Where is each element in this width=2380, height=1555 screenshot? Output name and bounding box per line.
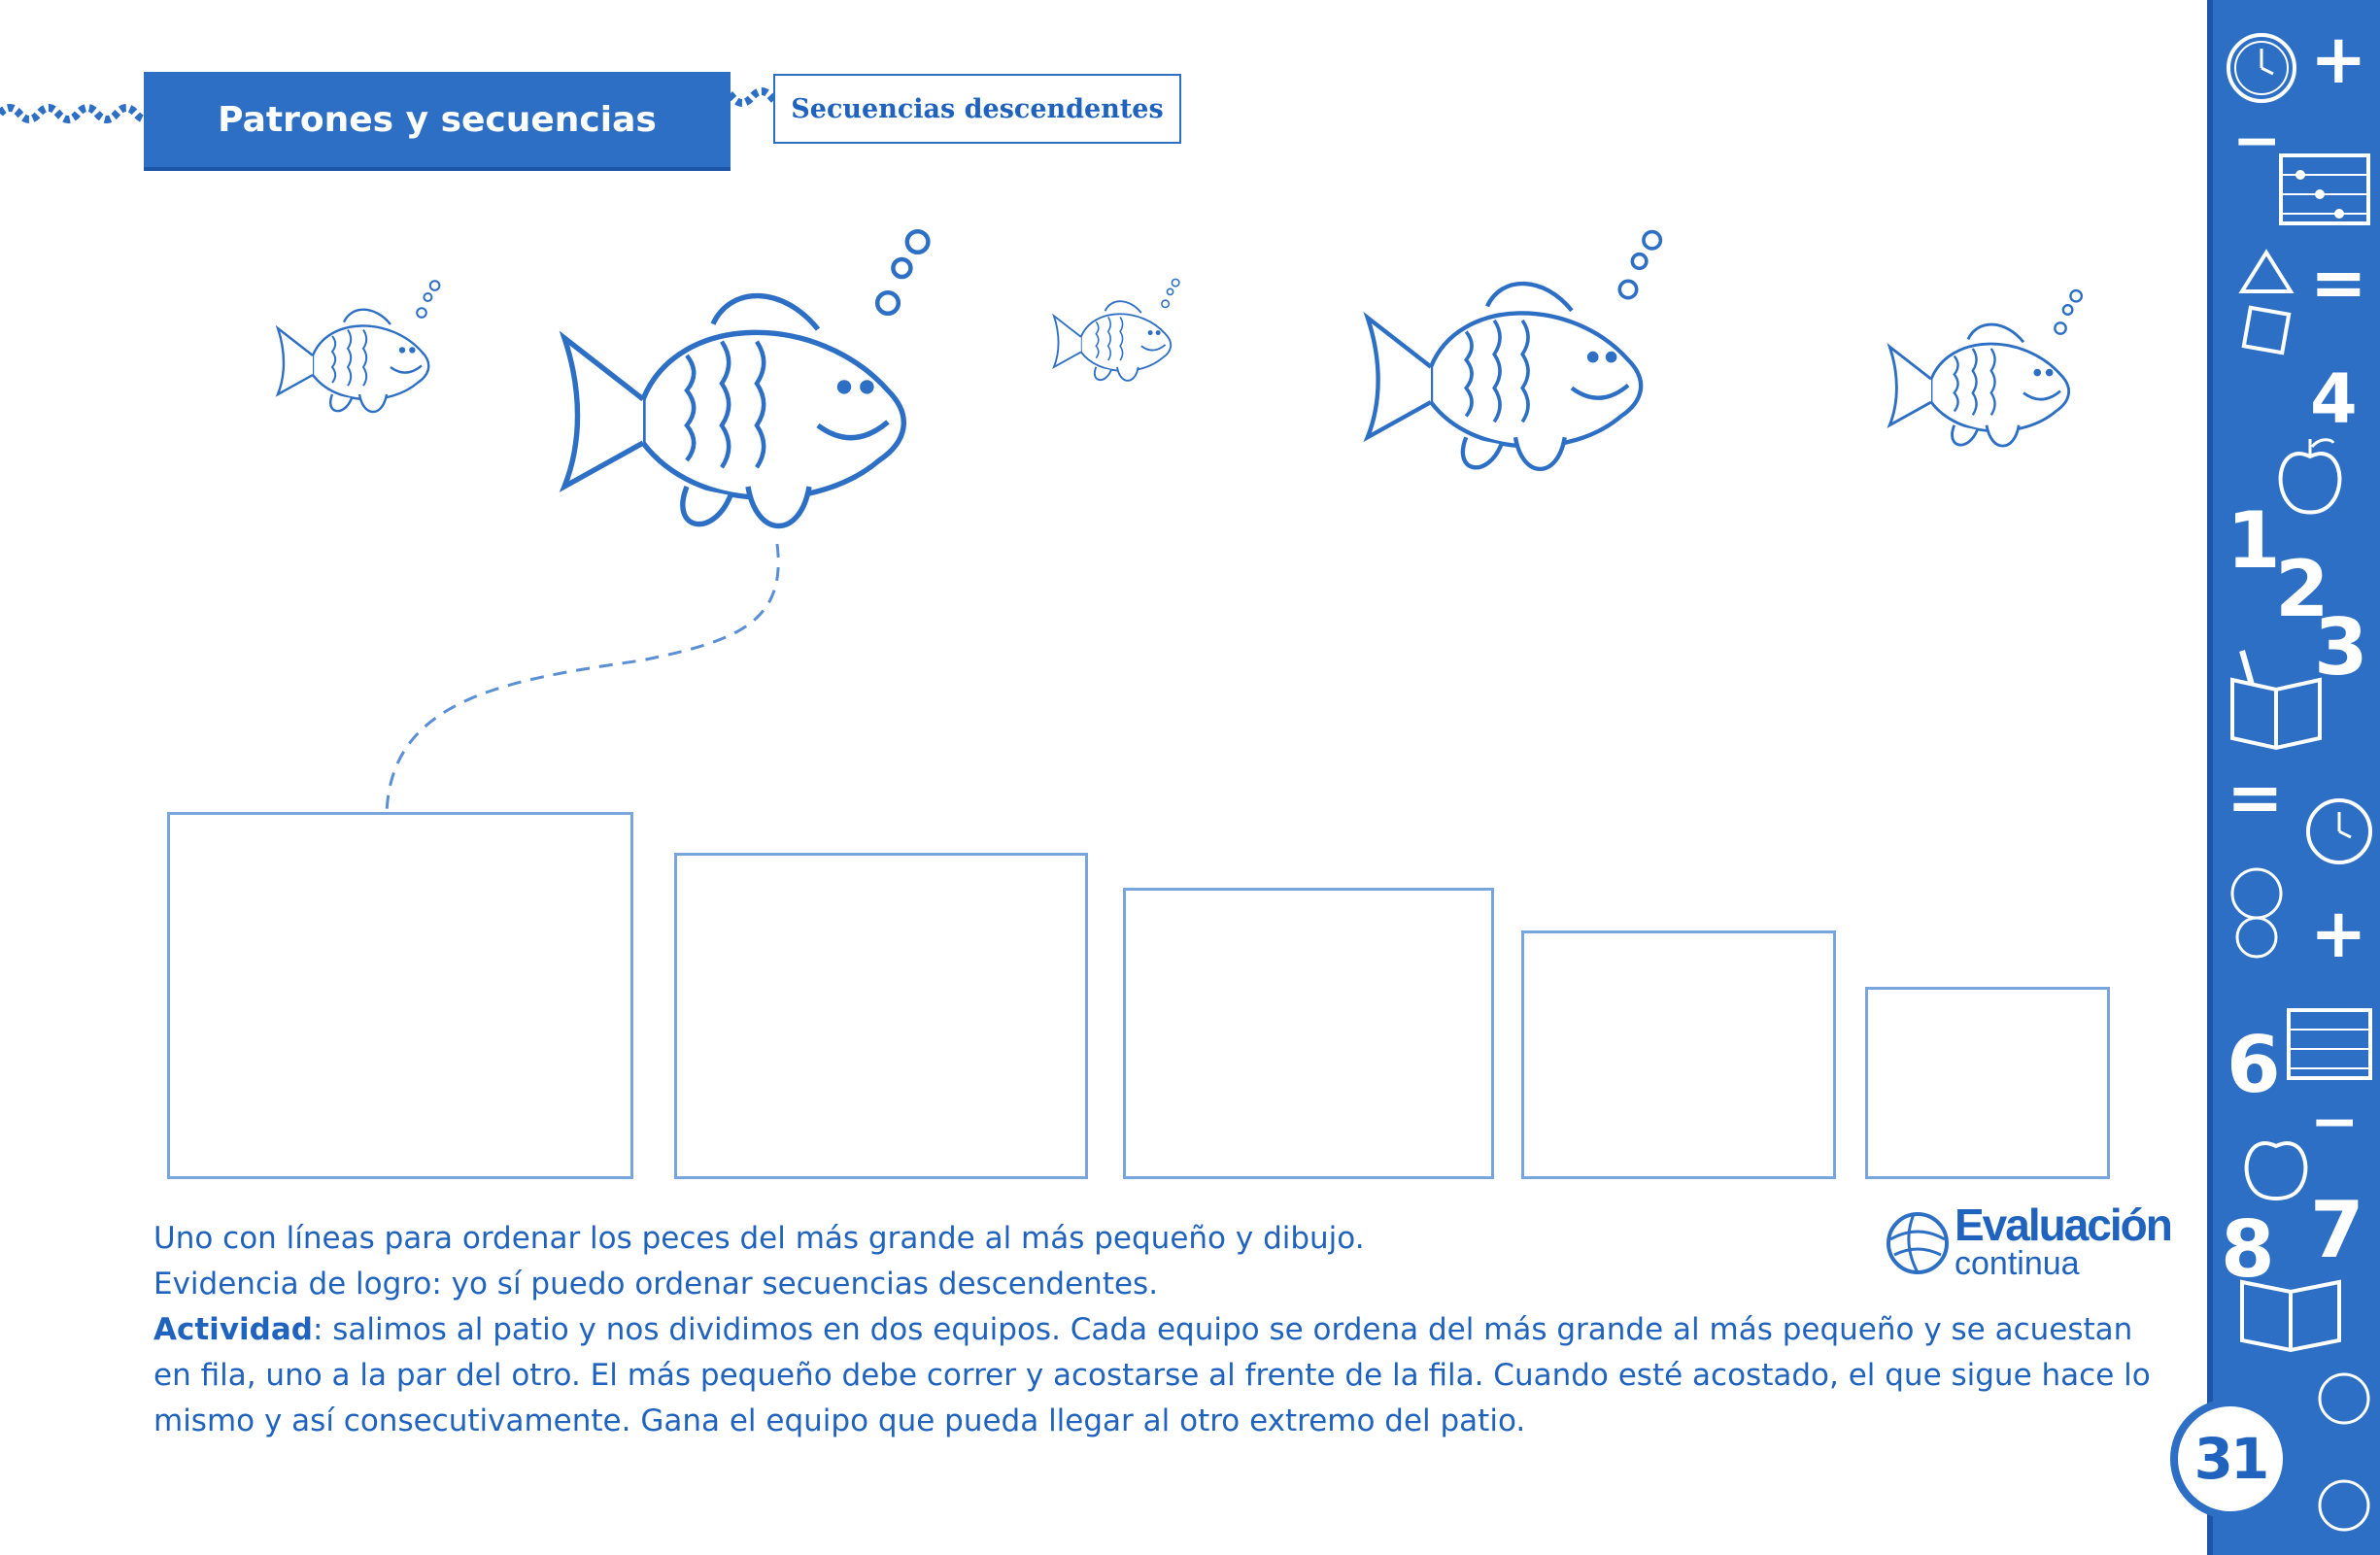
fish-icon bbox=[1889, 290, 2082, 446]
sidebar-glyph: 4 bbox=[2310, 359, 2358, 439]
page-number: 31 bbox=[2170, 1399, 2291, 1519]
evidence-line: Evidencia de logro: yo sí puedo ordenar secuencias descendentes. bbox=[153, 1267, 1159, 1301]
answer-box-3[interactable] bbox=[1123, 888, 1494, 1179]
instructions bbox=[153, 1216, 2174, 1444]
section-title: Patrones y secuencias bbox=[144, 72, 731, 171]
book-icon bbox=[2223, 641, 2329, 758]
answer-box-1[interactable] bbox=[167, 812, 633, 1179]
sidebar-glyph: = bbox=[2227, 758, 2284, 837]
clock-icon bbox=[2300, 777, 2378, 874]
sidebar-glyph: 2 bbox=[2275, 544, 2329, 634]
book-icon bbox=[2232, 1253, 2349, 1360]
sidebar-glyph: 1 bbox=[2227, 495, 2281, 586]
decorative-sidebar bbox=[2207, 0, 2380, 1555]
answer-box-2[interactable] bbox=[674, 853, 1088, 1179]
apple-icon bbox=[2310, 1360, 2378, 1544]
sidebar-glyph: = bbox=[2310, 243, 2367, 322]
sidebar-glyph: 6 bbox=[2227, 1020, 2281, 1110]
apple-icon bbox=[2232, 1127, 2320, 1204]
badge-title: Evaluación bbox=[1955, 1200, 2171, 1250]
answer-box-4[interactable] bbox=[1521, 930, 1836, 1179]
sidebar-glyph: − bbox=[2310, 1088, 2360, 1156]
activity-text: : salimos al patio y nos dividimos en dos equipos. Cada equipo se ordena del más grande al más pequeño y se acuestan en fila, uno a la par del otro. El más pequeño debe correr y acostarse al frente de la fila. Cuando esté acostado, el que sigue hace lo mismo y así consecutivamente. Gana el equipo que pueda llegar al otro extremo del patio. bbox=[153, 1312, 2151, 1438]
section-subtitle: Secuencias descendentes bbox=[773, 74, 1181, 144]
activity-label: Actividad bbox=[153, 1312, 313, 1347]
fish-art bbox=[0, 0, 2195, 835]
fish-icon bbox=[1368, 232, 1661, 469]
activity-paragraph bbox=[153, 1307, 2174, 1444]
sidebar-glyph: 3 bbox=[2314, 602, 2368, 693]
shapes-icon bbox=[2232, 243, 2300, 379]
fish-icon bbox=[278, 281, 439, 412]
sidebar-glyph: − bbox=[2232, 107, 2282, 175]
sidebar-glyph: + bbox=[2310, 894, 2367, 973]
clock-icon bbox=[2223, 10, 2300, 117]
sidebar-glyph: + bbox=[2310, 19, 2367, 99]
apple-icon bbox=[2223, 855, 2291, 962]
sidebar-glyph: 7 bbox=[2310, 1185, 2364, 1275]
answer-box-5[interactable] bbox=[1865, 987, 2110, 1179]
abacus-icon bbox=[2271, 136, 2378, 243]
sidebar-glyph: 8 bbox=[2221, 1204, 2275, 1295]
instruction-line: Uno con líneas para ordenar los peces del más grande al más pequeño y dibujo. bbox=[153, 1221, 1365, 1256]
badge-subtitle: continua bbox=[1955, 1245, 2080, 1282]
fish-icon bbox=[1054, 279, 1179, 380]
abacus-icon bbox=[2281, 1000, 2378, 1088]
fish-icon bbox=[564, 231, 928, 525]
